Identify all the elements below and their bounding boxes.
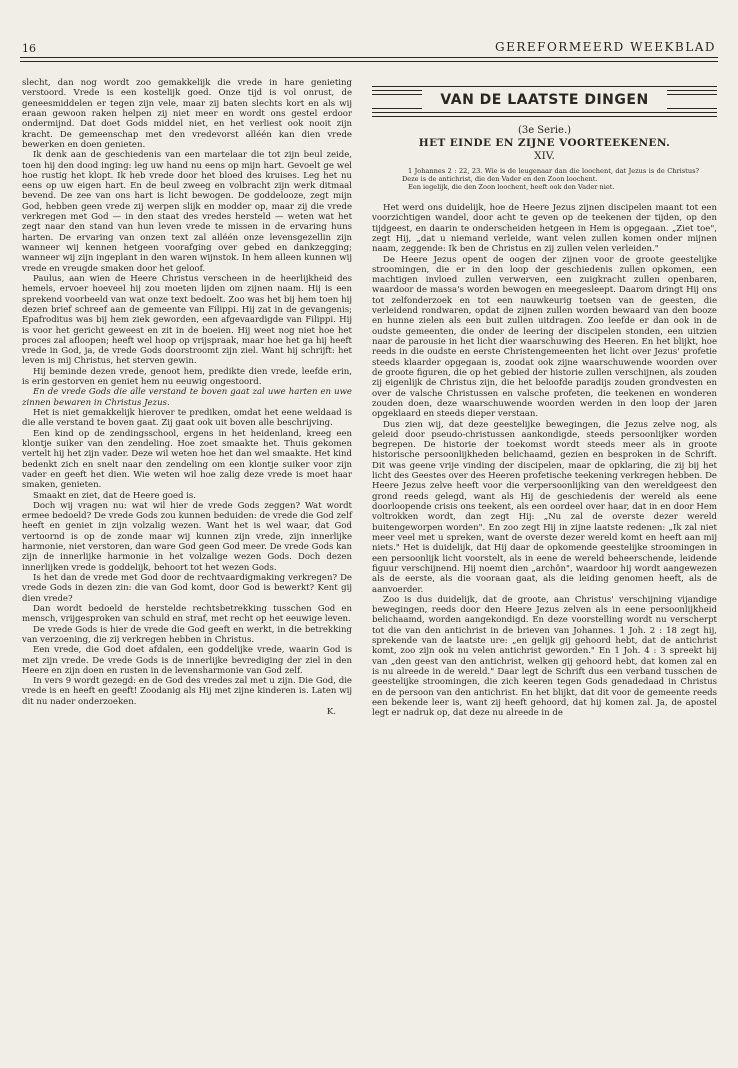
paragraph: Hij beminde dezen vrede, genoot hem, predikte dien vrede, leefde erin, is erin gestorven en geniet hem nu eeuwig ongestoord. bbox=[22, 366, 352, 388]
article-title: HET EINDE EN ZIJNE VOORTEEKENEN. bbox=[418, 137, 671, 150]
paragraph: En de vrede Gods die alle verstand te boven gaat zal uwe harten en uwe zinnen bewaren in Christus Jezus. bbox=[22, 387, 352, 408]
paragraph: Een vrede, die God doet afdalen, een goddelijke vrede, waarin God is met zijn vrede. De vrede Gods is de innerlijke bevrediging der ziel in den Heere en zijn doen en rusten in de levensharmonie van God zelf. bbox=[22, 645, 352, 676]
series-label: (3e Serie.) bbox=[517, 125, 572, 136]
paragraph: slecht, dan nog wordt zoo gemakkelijk die vrede in hare genieting verstoord. Vrede is een kostelijk goed. Onze tijd is vol onrust, de geneesmiddelen er tegen zijn vele, maar zij baten slechts kort en als wij eraan gewoon raken helpen zij niet meer en wordt ons gestel erdoor ondermijnd. Dat doet Gods middel niet, en het verliest ook nooit zijn kracht. De gemeenschap met den vredevorst alléén kan dien vrede bewerken en doen genieten. bbox=[22, 78, 352, 150]
left-column bbox=[22, 78, 352, 717]
banner-rule bbox=[372, 116, 717, 117]
paragraph: Het is niet gemakkelijk hierover te prediken, omdat het eene weldaad is die alle verstand te boven gaat. Zij gaat ook uit boven alle beschrijving. bbox=[22, 408, 352, 429]
article-number: XIV. bbox=[534, 149, 555, 162]
page-number: 16 bbox=[22, 42, 36, 55]
paragraph: Dus zien wij, dat deze geestelijke bewegingen, die Jezus zelve nog, als geleid door pseudo-christussen aankondigde, steeds persoonlijker worden begrepen. De historie der toekomst wordt steeds meer als in groote historische persoonlijkheden belichaamd, gezien en besproken in de Schrift. Dit was geene vrije vinding der discipelen, maar de opklaring, die zij bij het licht des Geestes over des Heeren profetische teekening verkregen hebben. De Heere Jezus zelve heeft voor die verpersoonlijking van den wereldgeest den grond reeds gelegd, want als Hij de geschiedenis der wereld als eene doorloopende crisis ons teekent, als een oordeel over haar, dat in en door Hem voltrokken wordt, dan zegt Hij: „Nu zal de overste dezer wereld buitengeworpen worden". En zoo zegt Hij in zijne laatste redenen: „Ik zal niet meer veel met u spreken, want de overste dezer wereld komt en heeft aan mij niets." Het is duidelijk, dat Hij daar de opkomende geestelijke stroomingen in een persoonlijk licht voorstelt, als in eene de wereld beheerschende, leidende figuur verschijnend. Hij noemt dien „archôn", waardoor hij wordt aangewezen als de eerste, als die vooraan gaat, als die leiding genomen heeft, als de aanvoerder. bbox=[372, 419, 717, 595]
paragraph: De Heere Jezus opent de oogen der zijnen voor de groote geestelijke stroomingen, die er in den loop der geschiedenis zullen opkomen, een machtigen invloed zullen verwerven, een zuigkracht zullen openbaren, waardoor de massa's worden bewogen en meegesleept. Daarom dringt Hij ons tot zelfonderzoek en tot een nauwkeurig toetsen van de geesten, die verleidend rondwaren, opdat de zijnen zullen worden bewaard van den booze en hunne zielen als een buit zullen uitdragen. Zoo leefde er dan ook in de oudste gemeenten, die onder de leering der discipelen stonden, een uitzien naar de parousie in het licht dier waarschuwing des Heeren. En het blijkt, hoe reeds in die oudste en eerste Christengemeenten het licht over Jezus' profetie steeds klaarder opgegaan is, zoodat ook zijne waarschuwende woorden over de groote figuren, die op het gebied der historie zullen verschijnen, als zouden zij eigenlijk de Christus zijn, die het beloofde paradijs zouden grondvesten en over de valsche Christussen en valsche profeten, die teekenen en wonderen zouden doen, deze waarschuwende woorden werden in den loop der jaren opgeklaard en steeds dieper verstaan. bbox=[372, 254, 717, 420]
quote-line: Een iegelijk, die den Zoon loochent, heeft ook den Vader niet. bbox=[408, 182, 615, 191]
paragraph: De vrede Gods is hier de vrede die God geeft en werkt, in die betrekking van verzoening, die zij verkregen hebben in Christus. bbox=[22, 624, 352, 645]
paragraph: Smaakt en ziet, dat de Heere goed is. bbox=[33, 490, 197, 501]
header-rule-thin bbox=[20, 61, 718, 62]
paragraph: Doch wij vragen nu: wat wil hier de vrede Gods zeggen? Wat wordt ermee bedoeld? De vrede Gods zou kunnen beduiden: de vrede die God zelf heeft en geniet in zijn volzalig wezen. Want het is wel waar, dat God vertoornd is op de zonde maar wij kunnen zijn vrede, zijn innerlijke harmonie, niet verstoren, dan ware God geen God meer. De vrede Gods kan zijn de innerlijke harmonie in het volzalige wezen Gods. Doch dezen innerlijken vrede is goddelijk, behoort tot het wezen Gods. bbox=[22, 500, 352, 573]
right-column bbox=[372, 82, 717, 719]
paragraph: Is het dan de vrede met God door de rechtvaardigmaking verkregen? De vrede Gods in dezen zin: die van God komt, door God is bewerkt? Kent gij dien vrede? bbox=[22, 573, 352, 604]
section-banner bbox=[372, 82, 717, 120]
header-rule bbox=[20, 57, 718, 58]
paragraph: Een kind op de zendingsschool, ergens in het heidenland, kreeg een klontje suiker van den zendeling. Hoe zoet smaakte het. Thuis gekomen vertelt hij het zijn vader. Deze wil weten hoe het dan wel smaakte. Het kind bedenkt zich en snelt naar den zendeling om een klontje suiker voor zijn vader en geeft het dien. Wie weten wil hoe zalig deze vrede is moet haar smaken, genieten. bbox=[22, 428, 352, 491]
section-title: VAN DE LAATSTE DINGEN bbox=[422, 88, 667, 112]
paragraph: Zoo is dus duidelijk, dat de groote, aan Christus' verschijning vijandige bewegingen, reeds door den Heere Jezus zelven als in eene persoonlijkheid belichaamd, worden aangekondigd. En deze voorstelling wordt nu verscherpt tot die van den antichrist in de brieven van Johannes. 1 Joh. 2 : 18 zegt hij, sprekende van de laatste ure: „en gelijk gij gehoord hebt, dat de antichrist komt, zoo zijn ook nu velen antichrist geworden." En 1 Joh. 4 : 3 spreekt hij van „den geest van den antichrist, welken gij gehoord hebt, dat komen zal en is nu alreede in de wereld." Daar legt de Schrift dus een verband tusschen de geestelijke stroomingen, die zich keeren tegen Gods genadedaad in Christus en de persoon van den antichrist. En het blijkt, dat dit voor de gemeente reeds een bekende leer is, want zij heeft gehoord, dat hij komen zal. Ja, de apostel legt er nadruk op, dat deze nu alreede in de bbox=[372, 594, 717, 719]
banner-rule bbox=[372, 112, 717, 113]
paragraph: Dan wordt bedoeld de herstelde rechtsbetrekking tusschen God en mensch, vrijgesproken van schuld en straf, met recht op het eeuwige leven. bbox=[22, 603, 352, 625]
paragraph: Paulus, aan wien de Heere Christus verscheen in de heerlijkheid des hemels, ervoer hoeveel hij zou moeten lijden om zijnen naam. Hij is een sprekend voorbeeld van wat onze text bedoelt. Zoo was het bij hem toen hij dezen brief schreef aan de gemeente van Filippi. Hij zat in de gevangenis; Epafroditus was bij hem ziek geworden, een afgevaardigde van Filippi. Hij is voor het gericht geweest en zit in de boeien. Hij weet nog niet hoe het proces zal afloopen; heeft wel hoop op vrijspraak, maar hoe het ga hij heeft vrede in God, ja, de vrede Gods doorstroomt zijn ziel. Want hij schrijft: het leven is mij Christus, het sterven gewin. bbox=[22, 273, 352, 367]
scripture-quote bbox=[402, 167, 699, 191]
signature: K. bbox=[326, 707, 336, 718]
masthead: GEREFORMEERD WEEKBLAD bbox=[494, 40, 716, 54]
paragraph: Ik denk aan de geschiedenis van een martelaar die tot zijn beul zeide, toen hij den dood inging: leg uw hand nu eens op mijn hart. Gevoelt ge wel hoe rustig het klopt. Ik heb vrede door het bloed des kruises. Leg het nu eens op uw eigen hart. En de beul zweeg en volbracht zijn werk ditmaal bevend. De zee van ons hart is licht bewogen. De goddelooze, zegt mijn God, hebben geen vrede zij werpen slijk en modder op, maar zij die vrede verkregen met God — in den staat des vredes hersteld — weten wat het zegt naar den stand van hun leven vrede te missen in de ervaring huns harten. De ervaring van onzen text zal alléén onze levensgezellin zijn wanneer wij kennen hetgeen voorafging over gebed en dankzegging; wanneer wij zijn ingeplant in den waren wijnstok. In hem alleen kunnen wij vrede en vreugde smaken door het geloof. bbox=[22, 150, 352, 274]
banner-rule bbox=[372, 86, 717, 87]
quote-line: 1 Johannes 2 : 22, 23. Wie is de leugenaar dan die loochent, dat Jezus is de Christus? Deze is de antichrist, die den Vader en den Zoon loochent. bbox=[402, 166, 699, 183]
paragraph: Het werd ons duidelijk, hoe de Heere Jezus zijnen discipelen maant tot een voorzichtigen wandel, door acht te geven op de teekenen der tijden, op den tijdgeest, en daarin te onderscheiden hetgeen in Hem is opgegaan. „Ziet toe", zegt Hij, „dat u niemand verleide, want velen zullen komen onder mijnen naam, zeggende: Ik ben de Christus en zij zullen velen verleiden." bbox=[372, 202, 717, 255]
paragraph: In vers 9 wordt gezegd: en de God des vredes zal met u zijn. Die God, die vrede is en heeft en geeft! Zoodanig als Hij met zijne kinderen is. Laten wij dit nu nader onderzoeken. bbox=[22, 676, 352, 707]
